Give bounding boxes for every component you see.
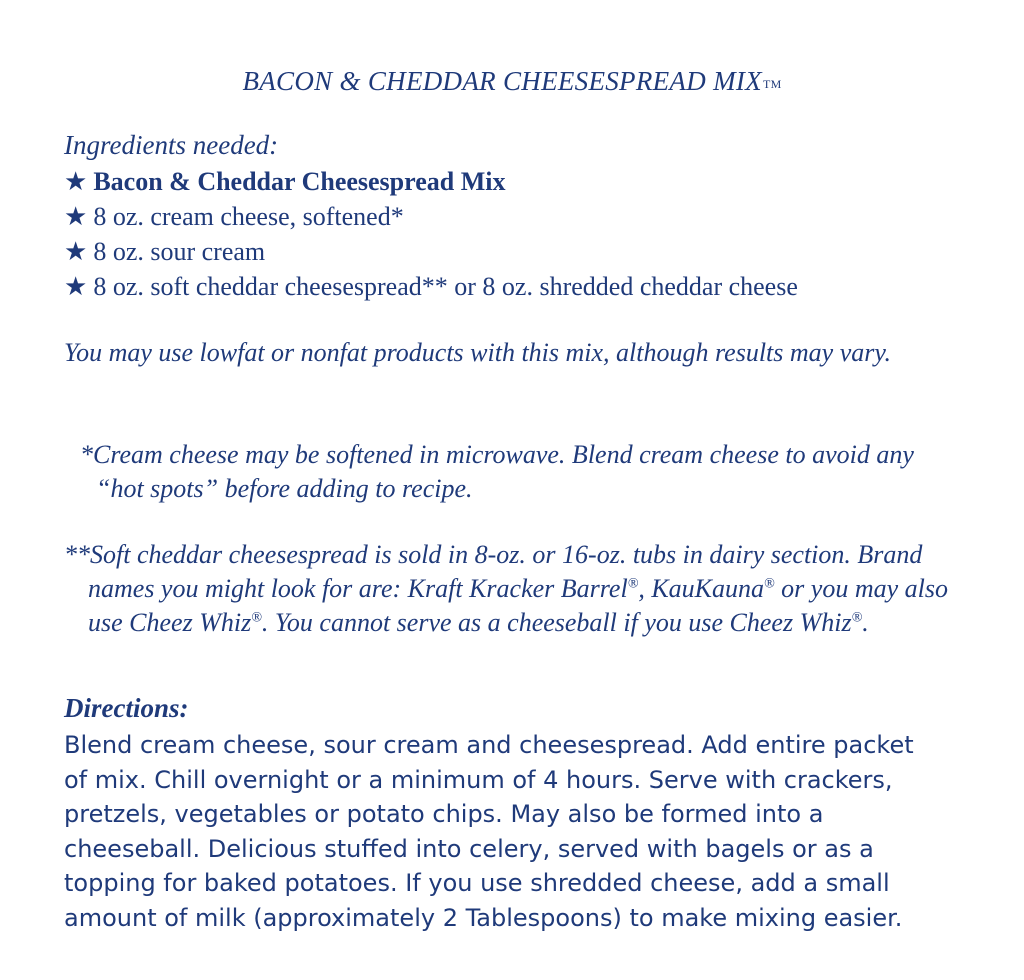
footnote-part: , KauKauna — [638, 574, 765, 603]
ingredient-text: Bacon & Cheddar Cheesespread Mix — [93, 167, 506, 196]
ingredients-list — [64, 164, 984, 304]
directions-text: Blend cream cheese, sour cream and cheesespread. Add entire packet of mix. Chill overnight or a minimum of 4 hours. Serve with crackers, pretzels, vegetables or potato chips. May also be formed into a cheeseball. Delicious stuffed into celery, served with bagels or as a topping for baked potatoes. If you use shredded cheese, add a small amount of milk (approximately 2 Tablespoons) to make mixing easier. — [64, 731, 914, 932]
star-icon: ★ — [64, 202, 88, 231]
ingredient-text: 8 oz. cream cheese, softened* — [93, 202, 404, 231]
ingredient-item — [64, 269, 984, 304]
directions-heading: Directions: — [64, 693, 189, 723]
recipe-title — [0, 66, 1024, 97]
registered-mark: ® — [764, 576, 775, 592]
ingredients-heading: Ingredients needed: — [64, 130, 279, 160]
registered-mark: ® — [851, 610, 863, 626]
footnote-part: . You cannot serve as a cheeseball if you use Cheez Whiz — [261, 608, 852, 637]
star-icon: ★ — [64, 237, 88, 266]
cream-cheese-footnote — [80, 438, 956, 506]
ingredient-text: 8 oz. soft cheddar cheesespread** or 8 oz. shredded cheddar cheese — [93, 272, 798, 301]
cheesespread-footnote — [64, 538, 988, 640]
registered-mark: ® — [627, 576, 639, 592]
ingredient-item — [64, 164, 984, 199]
star-icon: ★ — [64, 272, 88, 301]
cream-cheese-footnote-text: *Cream cheese may be softened in microwave. Blend cream cheese to avoid any “hot spots” before adding to recipe. — [80, 440, 914, 503]
ingredient-item — [64, 234, 984, 269]
footnote-part: or you may also use Cheez Whiz — [88, 574, 948, 637]
footnote-part: **Soft cheddar cheesespread is sold in 8-oz. or 16-oz. tubs in dairy section. Brand names you might look for are: Kraft Kracker Barrel — [64, 540, 923, 603]
registered-mark: ® — [251, 610, 262, 626]
ingredient-item — [64, 199, 984, 234]
footnote-part: . — [862, 608, 869, 637]
title-text: BACON & CHEDDAR CHEESESPREAD MIX — [242, 66, 762, 96]
ingredient-text: 8 oz. sour cream — [93, 237, 266, 266]
star-icon: ★ — [64, 167, 88, 196]
lowfat-note: You may use lowfat or nonfat products with this mix, although results may vary. — [64, 338, 891, 367]
trademark-mark: TM — [762, 77, 782, 91]
